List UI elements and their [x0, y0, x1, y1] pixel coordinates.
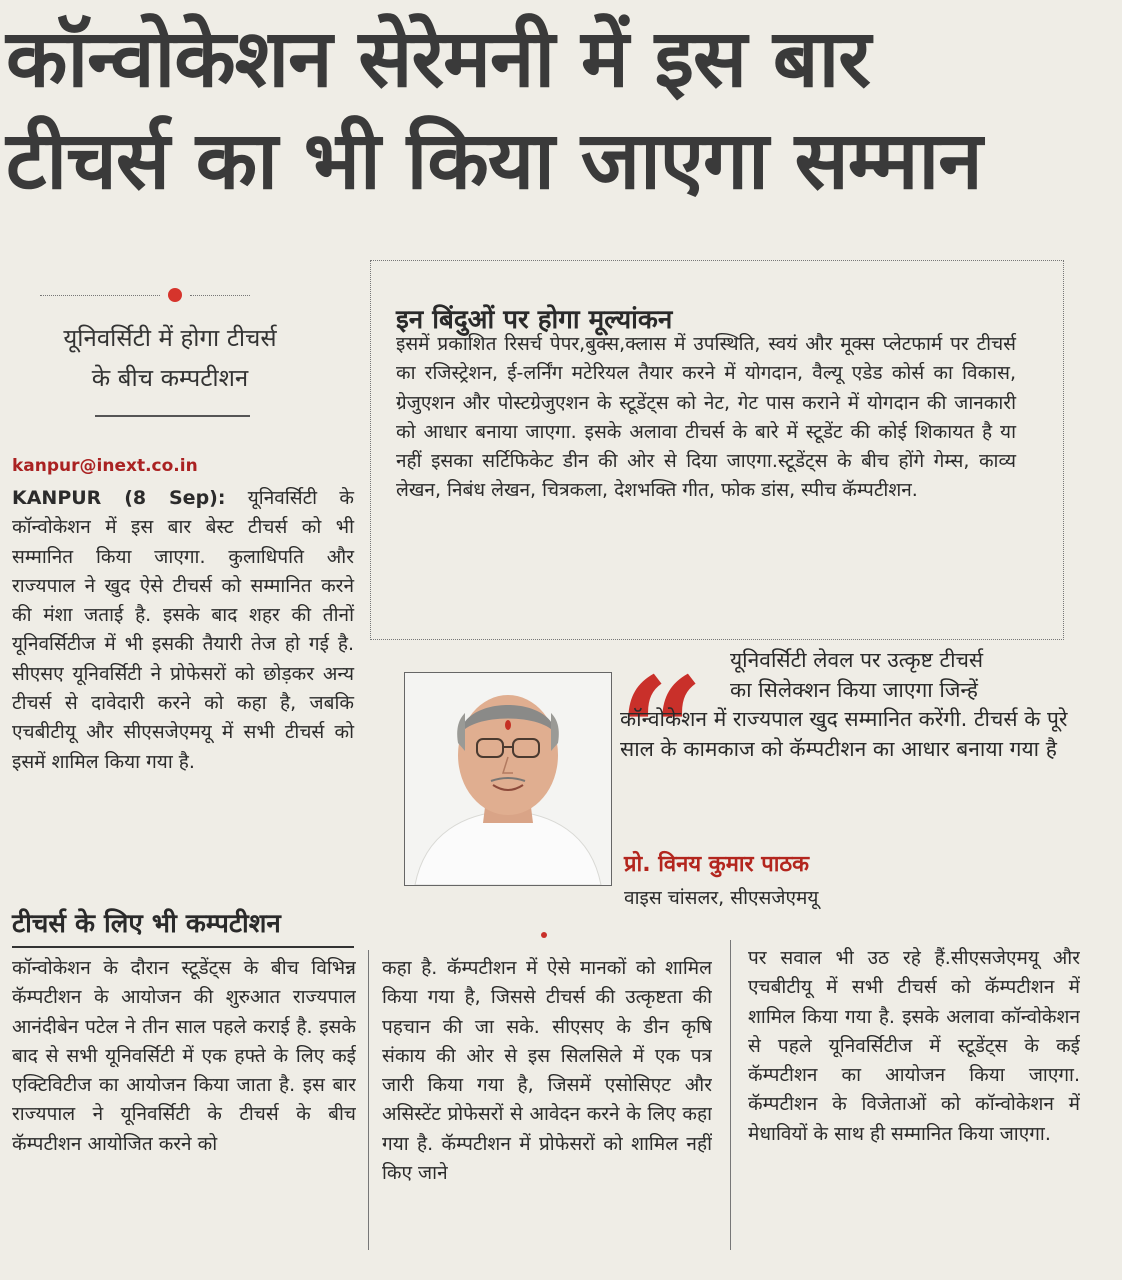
headline [6, 8, 1116, 212]
red-dot-icon [168, 288, 182, 302]
pull-quote-line-1: यूनिवर्सिटी लेवल पर उत्कृष्ट टीचर्स [730, 648, 984, 672]
section-rule [12, 946, 354, 948]
quote-author-title: वाइस चांसलर, सीएसजेएमयू [624, 887, 819, 909]
headline-line-1: कॉन्वोकेशन सेरेमनी में इस बार [6, 12, 871, 105]
subheading-line-1: यूनिवर्सिटी में होगा टीचर्स [63, 324, 277, 352]
column-separator [730, 940, 731, 1250]
box-text: इसमें प्रकाशित रिसर्च पेपर,बुक्स,क्लास में उपस्थिति, स्वयं और मूक्स प्लेटफार्म पर टीचर्स का रजिस्ट्रेशन, ई-लर्निंग मटेरियल तैयार करने में योगदान, वैल्यू एडेड कोर्स का विकास, ग्रेजुएशन और पोस्टग्रेजुएशन के स्टूडेंट्स को नेट, गेट पास कराने में योगदान की जानकारी को आधार बनाया जाएगा. इसके अलावा टीचर्स के बारे में स्टूडेंट की कोई शिकायत है या नहीं इसका सर्टिफिकेट डीन की ओर से दिया जाएगा.स्टूडेंट्स के बीच होंगे गेम्स, काव्य लेखन, निबंध लेखन, चित्रकला, देशभक्ति गीत, फोक डांस, स्पीच कॅम्पटीशन. [396, 333, 1016, 502]
subheading [20, 318, 320, 398]
section-heading: टीचर्स के लिए भी कम्पटीशन [12, 909, 281, 939]
portrait-icon [405, 673, 611, 885]
pull-quote-rest: कॉन्वोकेशन में राज्यपाल खुद सम्मानित करेंगी. टीचर्स के पूरे साल के कामकाज को कॅम्पटीशन का आधार बनाया गया है [620, 707, 1068, 761]
dateline: KANPUR (8 Sep): [12, 487, 226, 509]
pull-quote [620, 646, 1070, 764]
pull-quote-line-2: का सिलेक्शन किया जाएगा जिन्हें [730, 677, 978, 702]
byline-email: kanpur@inext.co.in [12, 456, 198, 476]
subheading-line-2: के बीच कम्पटीशन [91, 364, 249, 392]
dotted-rule [190, 295, 250, 296]
quote-author-name: प्रो. विनय कुमार पाठक [624, 852, 810, 877]
article-lead [12, 484, 354, 777]
lead-text: यूनिवर्सिटी के कॉन्वोकेशन में इस बार बेस्ट टीचर्स को भी सम्मानित किया जाएगा. कुलाधिपति और राज्यपाल ने खुद ऐसे टीचर्स को सम्मानित करने की मंशा जताई है. इसके बाद शहर की तीनों यूनिवर्सिटीज में भी इसकी तैयारी तेज हो गई है. सीएसए यूनिवर्सिटी ने प्रोफेसरों को छोड़कर अन्य टीचर्स से दावेदारी करने को कहा है, जबकि एचबीटीयू और सीएसजेएमयू में सभी टीचर्स को इसमें शामिल किया गया है. [12, 487, 355, 773]
headline-line-2: टीचर्स का भी किया जाएगा सम्मान [6, 114, 982, 207]
column-separator [368, 950, 369, 1250]
article-column-3: पर सवाल भी उठ रहे हैं.सीएसजेएमयू और एचबीटीयू में सभी टीचर्स को कॅम्पटीशन में शामिल किया गया है. इसके अलावा कॉन्वोकेशन से पहले यूनिवर्सिटीज में स्टूडेंट्स के कई कॅम्पटीशन का आयोजन किया जाएगा. कॅम्पटीशन के विजेताओं को कॉन्वोकेशन में मेधावियों के साथ ही सम्मानित किया जाएगा. [748, 947, 1080, 1145]
dotted-rule [40, 295, 160, 296]
decorative-dot-icon [541, 932, 547, 938]
portrait-photo [404, 672, 612, 886]
box-heading: इन बिंदुओं पर होगा मूल्यांकन [396, 305, 673, 335]
article-column-2: कहा है. कॅम्पटीशन में ऐसे मानकों को शामिल किया गया है, जिससे टीचर्स की उत्कृष्टता की पहचान की जा सके. सीएसए के डीन कृषि संकाय की ओर से इस सिलसिले में एक पत्र जारी किया गया है, जिसमें एसोसिएट और असिस्टेंट प्रोफेसरों से आवेदन करने के लिए कहा गया है. कॅम्पटीशन में प्रोफेसरों को शामिल नहीं किए जाने [382, 957, 712, 1185]
article-column-1: कॉन्वोकेशन के दौरान स्टूडेंट्स के बीच विभिन्न कॅम्पटीशन के आयोजन की शुरुआत राज्यपाल आनंदीबेन पटेल ने तीन साल पहले कराई है. इसके बाद से सभी यूनिवर्सिटी में एक हफ्ते के लिए कई एक्टिविटीज का आयोजन किया जाता है. इस बार राज्यपाल ने यूनिवर्सिटी के टीचर्स के बीच कॅम्पटीशन आयोजित करने को [12, 957, 356, 1155]
quote-mark-icon: “ [618, 645, 705, 821]
subheading-rule [95, 415, 250, 417]
